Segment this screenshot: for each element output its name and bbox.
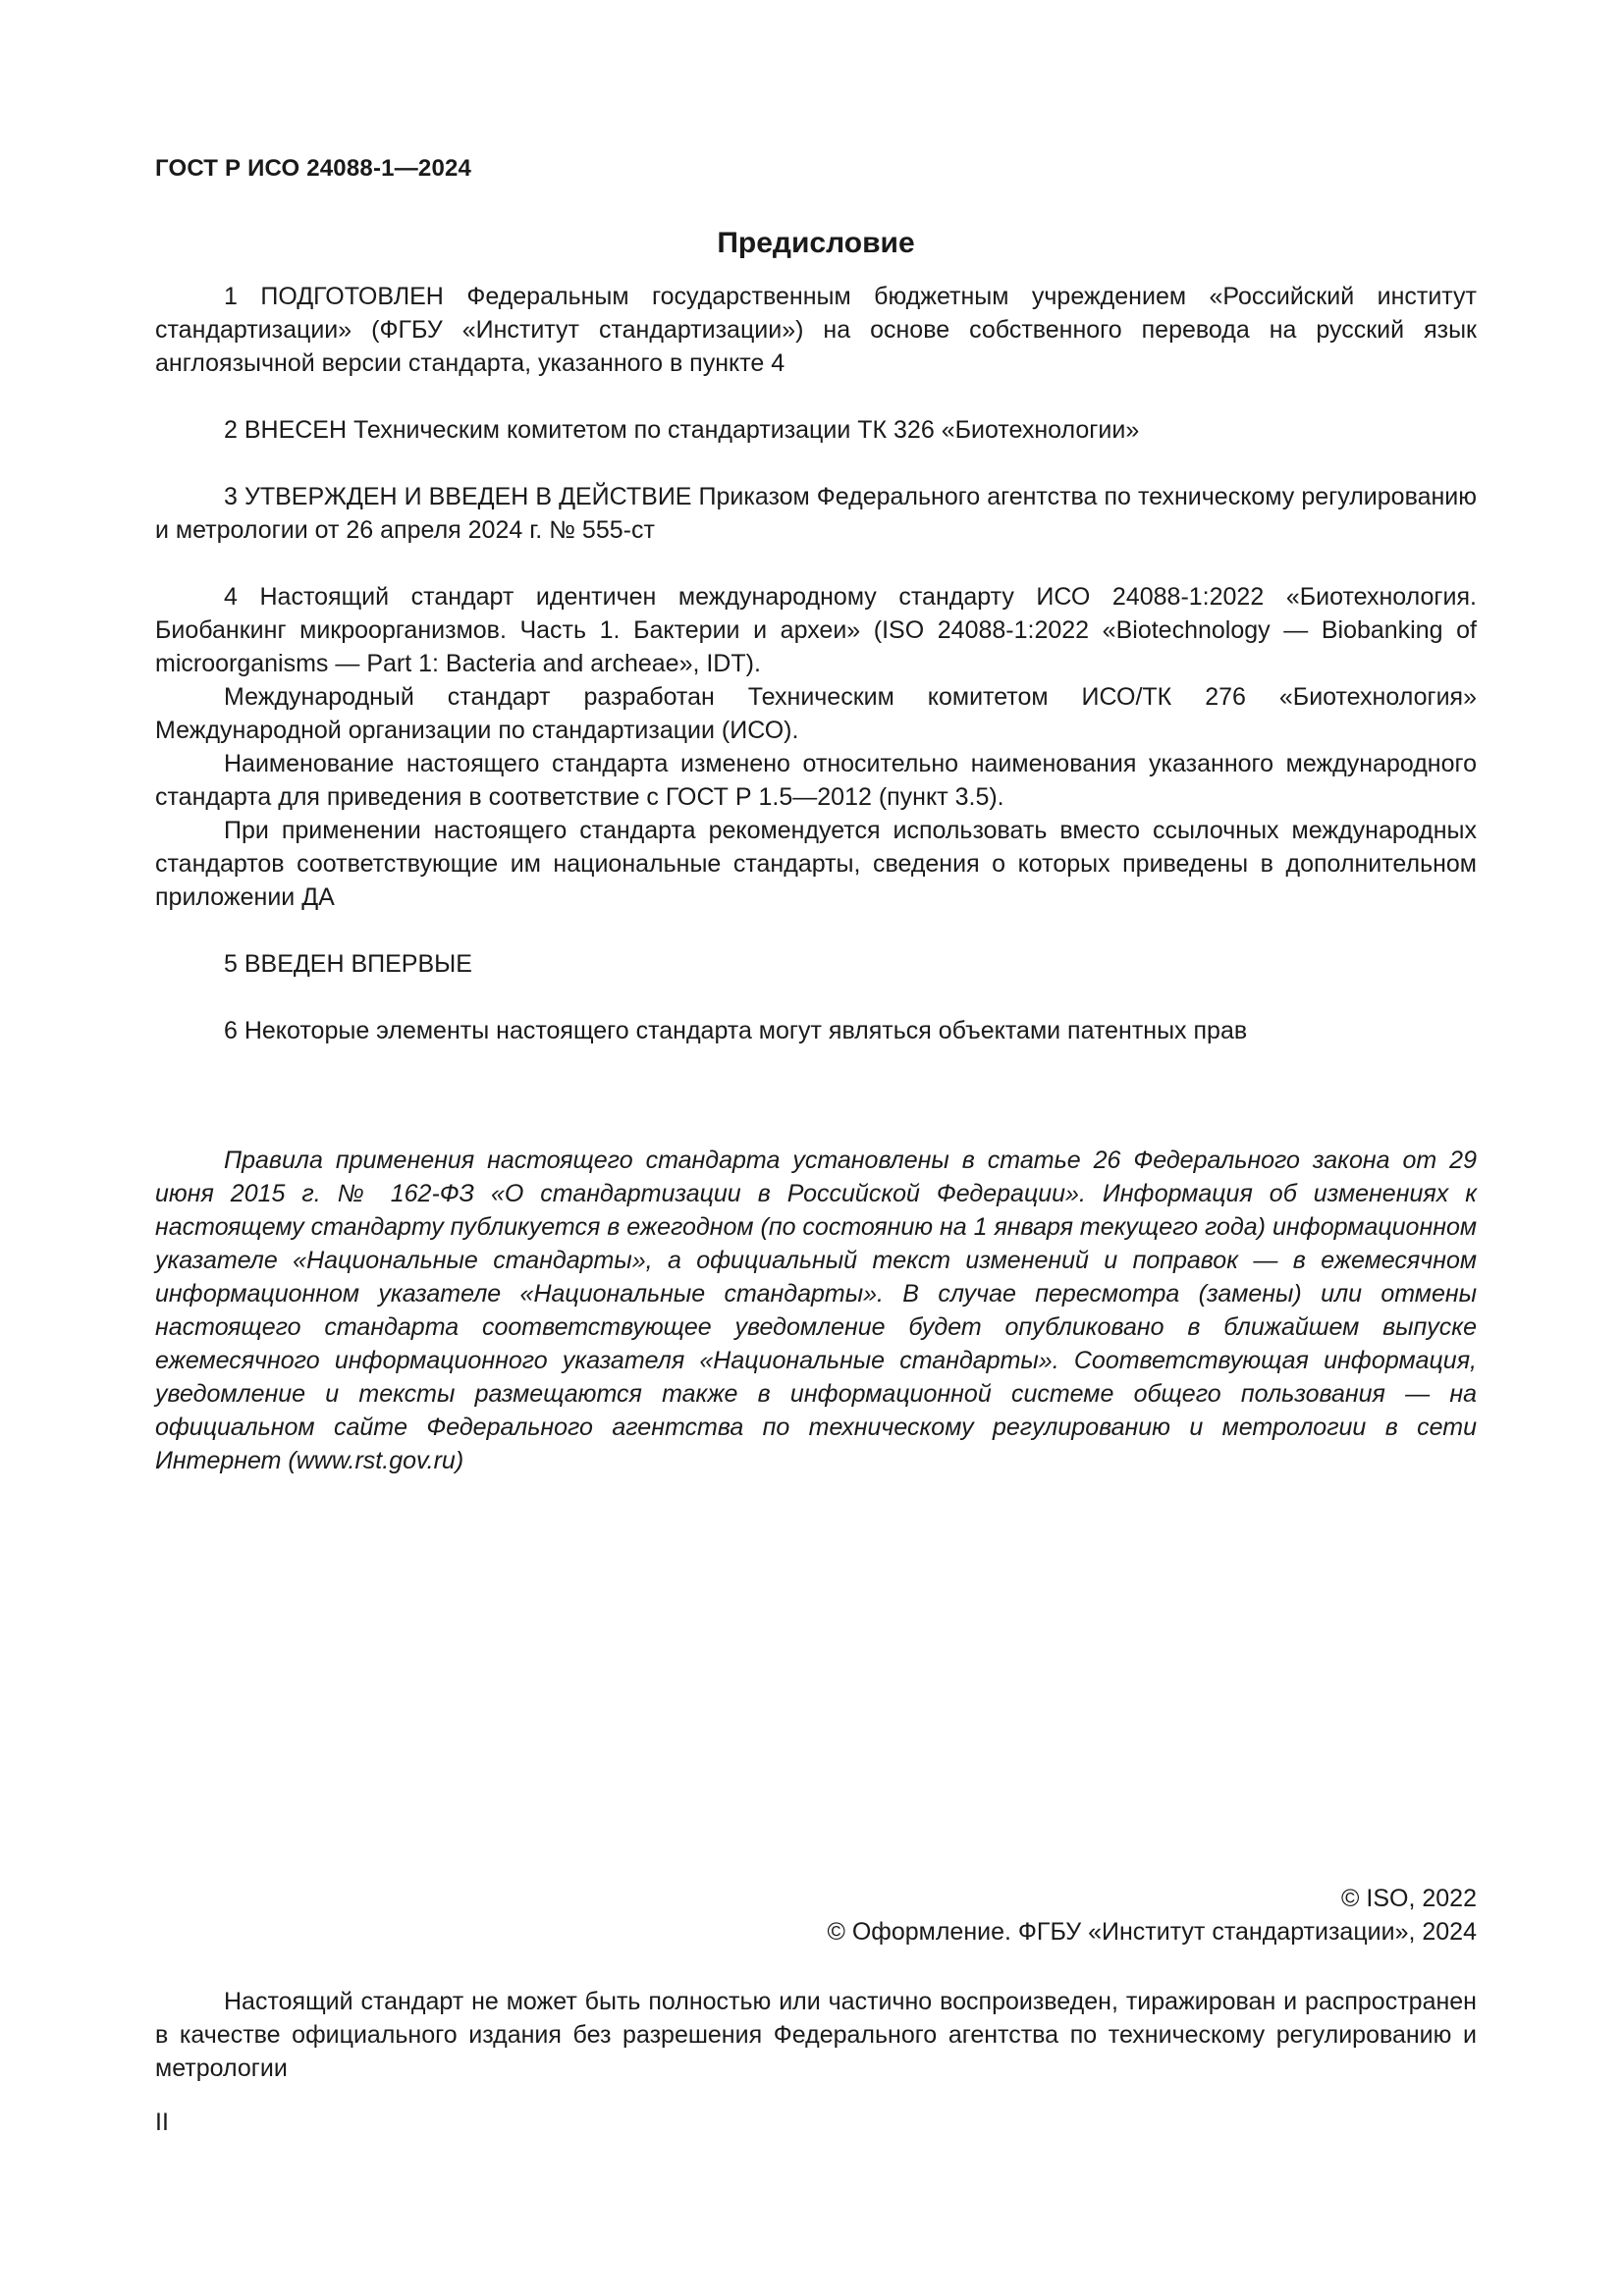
- foreword-item-2: 2 ВНЕСЕН Техническим комитетом по стандартизации ТК 326 «Биотехнологии»: [224, 416, 1140, 444]
- standard-code-header: ГОСТ Р ИСО 24088-1—2024: [155, 155, 472, 182]
- foreword-item-5: 5 ВВЕДЕН ВПЕРВЫЕ: [224, 950, 472, 978]
- document-page: [155, 0, 1477, 2296]
- foreword-item-6: 6 Некоторые элементы настоящего стандарта могут являться объектами патентных прав: [224, 1017, 1248, 1044]
- foreword-item-4-paragraph-4: При применении настоящего стандарта рекомендуется использовать вместо ссылочных международных стандартов соответствующие им национальные стандарты, сведения о которых приведены в дополнительном приложении ДА: [155, 817, 1477, 911]
- rules-notice-text: Правила применения настоящего стандарта установлены в статье 26 Федерального закона от 29 июня 2015 г. № 162-ФЗ «О стандартизации в Российской Федерации». Информация об изменениях к настоящему стандарту публикуется в ежегодном (по состоянию на 1 января текущего года) информационном указателе «Национальные стандарты», а официальный текст изменений и поправок — в ежемесячном информационном указателе «Национальные стандарты». В случае пересмотра (замены) или отмены настоящего стандарта соответствующее уведомление будет опубликовано в ближайшем выпуске ежемесячного информационного указателя «Национальные стандарты». Соответствующая информация, уведомление и тексты размещаются также в информационной системе общего пользования — на официальном сайте Федерального агентства по техническому регулированию и метрологии в сети Интернет (www.rst.gov.ru): [155, 1147, 1478, 1474]
- reproduction-notice-text: Настоящий стандарт не может быть полностью или частично воспроизведен, тиражирован и распространен в качестве официального издания без разрешения Федерального агентства по техническому регулированию и метрологии: [155, 1988, 1477, 2082]
- rules-notice: [155, 1144, 1477, 1477]
- page-number: II: [155, 2109, 169, 2136]
- foreword-items: [155, 280, 1477, 1047]
- page-title: Предисловие: [717, 227, 915, 259]
- foreword-item-3: 3 УТВЕРЖДЕН И ВВЕДЕН В ДЕЙСТВИЕ Приказом Федерального агентства по техническому регулированию и метрологии от 26 апреля 2024 г. № 555-ст: [155, 483, 1477, 544]
- reproduction-notice: [155, 1985, 1477, 2085]
- foreword-item-4-paragraph-3: Наименование настоящего стандарта изменено относительно наименования указанного международного стандарта для приведения в соответствие с ГОСТ Р 1.5—2012 (пункт 3.5).: [155, 750, 1477, 811]
- foreword-item-4-paragraph-1: 4 Настоящий стандарт идентичен международному стандарту ИСО 24088-1:2022 «Биотехнология. Биобанкинг микроорганизмов. Часть 1. Бактерии и археи» (ISO 24088-1:2022 «Biotechnology — Biobanking of microorganisms — Part 1: Bacteria and archeae», IDT).: [155, 583, 1477, 677]
- copyright-block: [155, 1882, 1477, 1949]
- copyright-iso: © ISO, 2022: [1341, 1885, 1477, 1912]
- copyright-design: © Оформление. ФГБУ «Институт стандартизации», 2024: [827, 1918, 1477, 1946]
- foreword-item-4-paragraph-2: Международный стандарт разработан Техническим комитетом ИСО/ТК 276 «Биотехнология» Международной организации по стандартизации (ИСО).: [155, 683, 1477, 744]
- foreword-item-1: 1 ПОДГОТОВЛЕН Федеральным государственным бюджетным учреждением «Российский институт стандартизации» (ФГБУ «Институт стандартизации») на основе собственного перевода на русский язык англоязычной версии стандарта, указанного в пункте 4: [155, 283, 1477, 377]
